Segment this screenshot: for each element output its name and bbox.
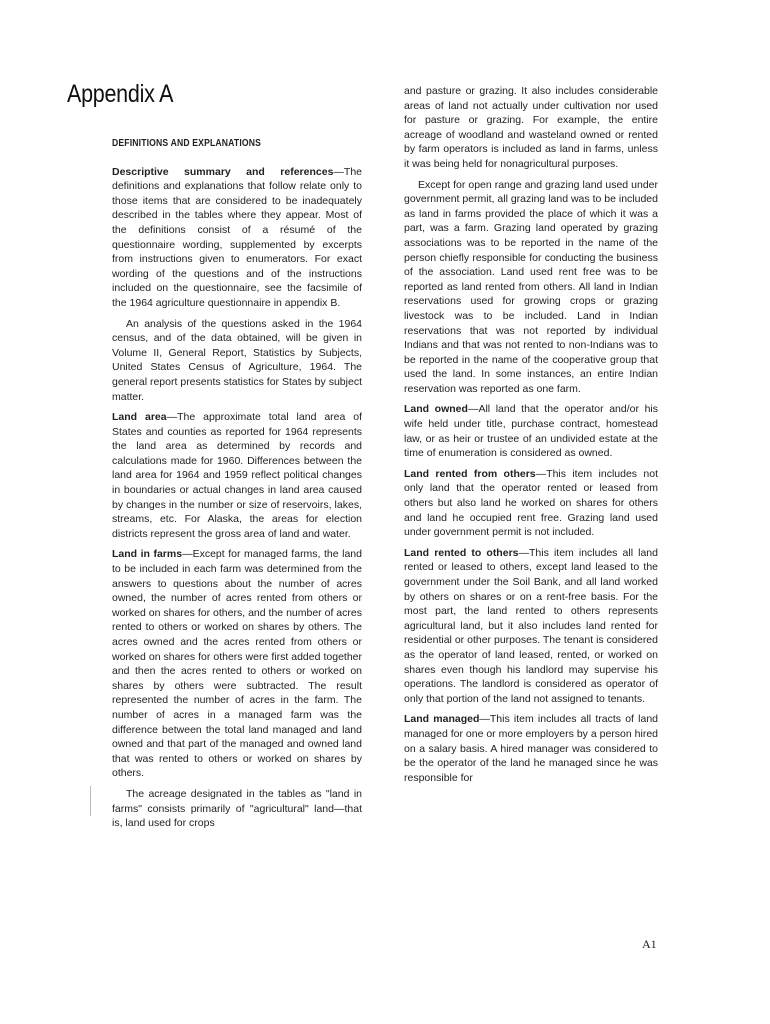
page-title: Appendix A bbox=[67, 80, 174, 108]
paragraph-text: —This item includes not only land that the operator rented or leased from others but also land he worked on shares for others and land he occupied rent free. Grazing land used under government permit is not included. bbox=[404, 467, 658, 539]
page-number: A1 bbox=[642, 937, 657, 951]
paragraph bbox=[112, 787, 362, 831]
definition-term: Land in farms bbox=[112, 548, 183, 561]
right-column bbox=[404, 84, 658, 791]
definition-term: Land rented from others bbox=[404, 467, 536, 480]
left-column bbox=[112, 136, 362, 837]
paragraph bbox=[112, 317, 362, 405]
right-paragraphs bbox=[404, 84, 658, 785]
paragraph bbox=[112, 547, 362, 781]
paragraph bbox=[404, 712, 658, 785]
paragraph-text: —The approximate total land area of States and counties as reported for 1964 represents the land area as determined by records and calculations made for 1960. Differences between the land area for 1964 and 1959 reflect political changes in boundaries or actual changes in land area caused by changes in the number or size of reservoirs, lakes, streams, etc. For Alaska, the areas for election districts represent the gross area of land and water. bbox=[112, 411, 363, 540]
definition-term: Land managed bbox=[404, 713, 480, 726]
paragraph-text: —All land that the operator and/or his wife held under title, purchase contract, homestead law, or as heir or trustee of an undivided estate at the time of enumeration is considered as owned. bbox=[404, 403, 658, 460]
definition-term: Land area bbox=[112, 411, 167, 424]
paragraph bbox=[404, 467, 658, 540]
paragraph bbox=[404, 178, 658, 397]
paragraph-text: —This item includes all land rented or leased to others, except land leased to the government under the Soil Bank, and all land worked by others on shares or on a rent-free basis. For the most part, the land rented to others represents agricultural land, but it also includes land rented for residential or other purposes. The tenant is considered as the operator of land leased, rented, or worked on shares even though his landlord may supervise his operations. The landlord is considered as operator of only that portion of the land not assigned to tenants. bbox=[404, 546, 658, 705]
paragraph bbox=[112, 410, 362, 541]
paragraph bbox=[404, 546, 658, 707]
definition-term: Land owned bbox=[404, 403, 468, 416]
definition-term: Land rented to others bbox=[404, 546, 519, 559]
section-heading: DEFINITIONS AND EXPLANATIONS bbox=[112, 137, 262, 149]
paragraph-text: The acreage designated in the tables as "land in farms" consists primarily of "agricultural" land—that is, land used for crops bbox=[112, 787, 362, 830]
paragraph bbox=[112, 165, 362, 311]
paragraph-text: —The definitions and explanations that follow relate only to those items that are considered to be inadequately described in the tables where they appear. Most of the definitions consist of a résumé of the questionnaire wording, supplemented by excerpts from instructions given to enumerators. For exact wording of the questions and of the instructions included on the questionnaire, see the facsimile of the 1964 agriculture questionnaire in appendix B. bbox=[112, 165, 362, 309]
definition-term: Descriptive summary and references bbox=[112, 165, 334, 178]
paragraph-text: An analysis of the questions asked in the 1964 census, and of the data obtained, will be given in Volume II, General Report, Statistics by Subjects, United States Census of Agriculture, 1964. The general report presents statistics for States by subject matter. bbox=[112, 317, 362, 403]
left-paragraphs bbox=[112, 165, 362, 831]
paragraph bbox=[404, 402, 658, 460]
paragraph bbox=[404, 84, 658, 172]
paragraph-text: and pasture or grazing. It also includes considerable areas of land not actually under cultivation nor used for pasture or grazing. For example, the entire acreage of woodland and wasteland owned or rented by farm operators is included as land in farms, unless it was being held for nonagricultural purposes. bbox=[404, 85, 658, 170]
margin-mark bbox=[90, 786, 91, 816]
paragraph-text: —Except for managed farms, the land to be included in each farm was determined from the answers to questions about the number of acres owned, the number of acres rented from others or worked on shares for others, and the number of acres rented to others or worked on shares by others. The acres owned and the acres rented from others or worked on shares for others were first added together and then the acres rented to others or worked on shares by others were subtracted. The result represented the number of acres in the farm. The number of acres in a managed farm was the difference between the total land managed and land owned and that part of the managed and owned land that was rented to others or worked on shares by others. bbox=[112, 548, 362, 780]
paragraph-text: Except for open range and grazing land used under government permit, all grazing land was to be included as land in farms provided the place of which it was a part, was a farm. Grazing land operated by grazing associations was to be reported in the name of the person chiefly responsible for conducting the business of the association. Land used rent free was to be reported as land rented from others. All land in Indian reservations used for growing crops or grazing livestock was to be included. Land in Indian reservations that was not reported by individual Indians and that was not rented to non-Indians was to be reported in the name of the cooperative group that used the land. In some instances, an entire Indian reservation was reported as one farm. bbox=[404, 178, 658, 395]
paragraph-text: —This item includes all tracts of land managed for one or more employers by a person hired on a salary basis. A hired manager was considered to be the operator of the land he managed since he was responsible for bbox=[404, 713, 658, 784]
